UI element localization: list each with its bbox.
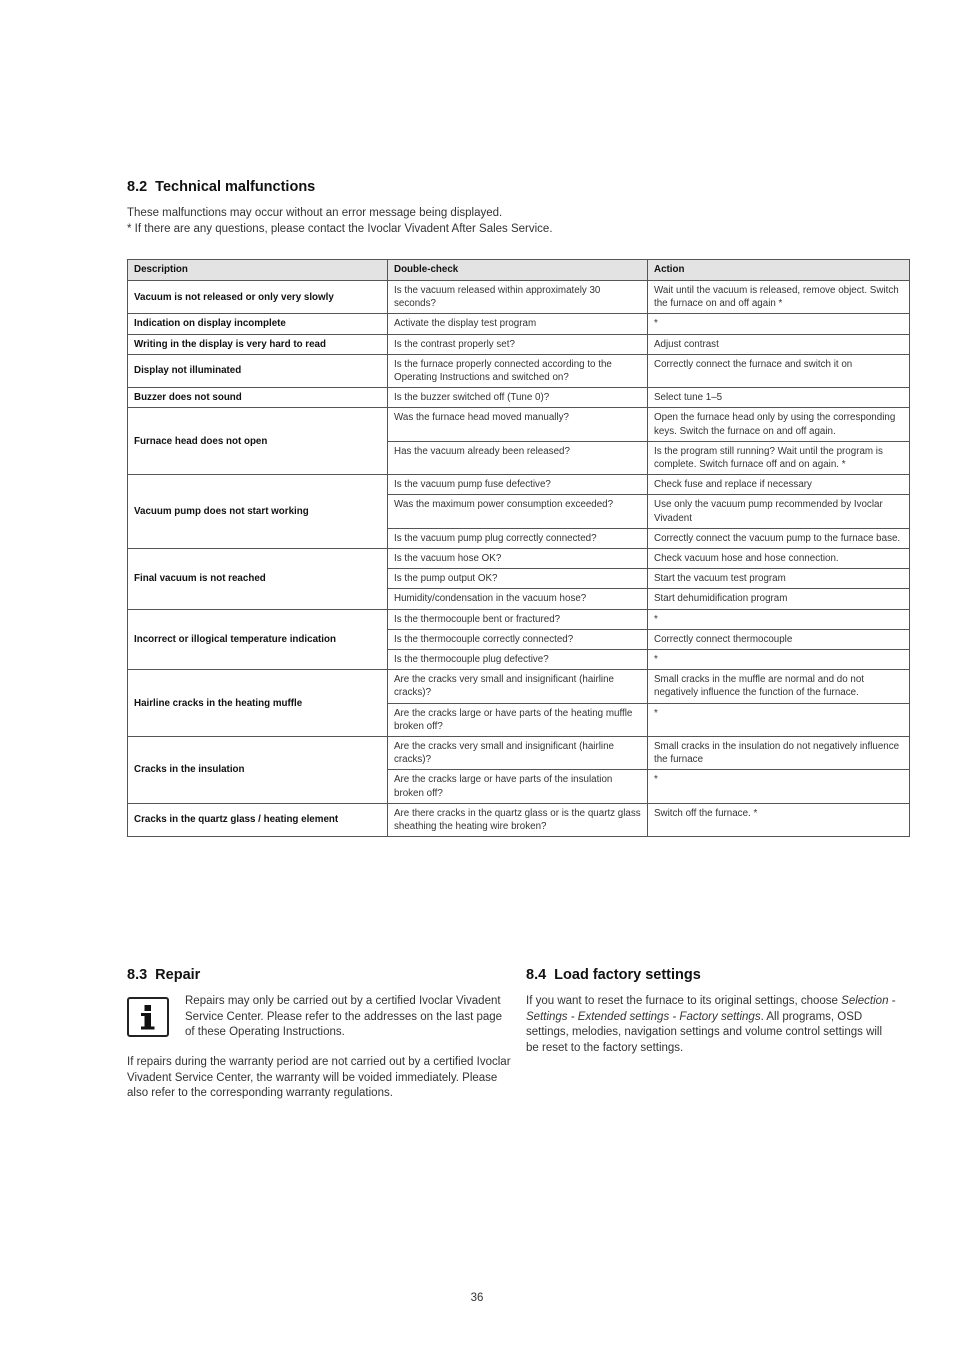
intro-paragraph bbox=[127, 206, 907, 237]
cell-double-check: Is the thermocouple bent or fractured? bbox=[388, 609, 648, 629]
table-row bbox=[128, 549, 910, 569]
section-heading-technical-malfunctions bbox=[127, 179, 315, 195]
cell-action: Correctly connect thermocouple bbox=[648, 629, 910, 649]
cell-double-check: Activate the display test program bbox=[388, 314, 648, 334]
cell-action: * bbox=[648, 609, 910, 629]
cell-description: Indication on display incomplete bbox=[128, 314, 388, 334]
intro-line-2: * If there are any questions, please contact the Ivoclar Vivadent After Sales Service. bbox=[127, 222, 553, 235]
cell-description: Final vacuum is not reached bbox=[128, 549, 388, 610]
table-row bbox=[128, 408, 910, 441]
factory-text-after: . All programs, OSD settings, melodies, navigation settings and volume control settings will be reset to the factory settings. bbox=[526, 1010, 883, 1054]
cell-double-check: Is the thermocouple plug defective? bbox=[388, 650, 648, 670]
cell-description: Cracks in the quartz glass / heating element bbox=[128, 803, 388, 836]
header-description: Description bbox=[128, 260, 388, 281]
cell-double-check: Are the cracks large or have parts of the insulation broken off? bbox=[388, 770, 648, 803]
cell-description: Incorrect or illogical temperature indication bbox=[128, 609, 388, 670]
cell-double-check: Is the vacuum released within approximately 30 seconds? bbox=[388, 281, 648, 314]
header-action: Action bbox=[648, 260, 910, 281]
cell-action: * bbox=[648, 770, 910, 803]
table-row bbox=[128, 314, 910, 334]
cell-description: Buzzer does not sound bbox=[128, 388, 388, 408]
cell-double-check: Are the cracks large or have parts of the heating muffle broken off? bbox=[388, 703, 648, 736]
section-number: 8.3 bbox=[127, 967, 148, 983]
cell-action: * bbox=[648, 703, 910, 736]
cell-action: Use only the vacuum pump recommended by Ivoclar Vivadent bbox=[648, 495, 910, 528]
cell-description: Hairline cracks in the heating muffle bbox=[128, 670, 388, 737]
cell-description: Cracks in the insulation bbox=[128, 737, 388, 804]
cell-action: Small cracks in the insulation do not negatively influence the furnace bbox=[648, 737, 910, 770]
cell-double-check: Is the buzzer switched off (Tune 0)? bbox=[388, 388, 648, 408]
cell-action: Correctly connect the furnace and switch it on bbox=[648, 354, 910, 387]
cell-double-check: Is the vacuum hose OK? bbox=[388, 549, 648, 569]
table-row bbox=[128, 803, 910, 836]
table-row bbox=[128, 354, 910, 387]
section-number: 8.2 bbox=[127, 179, 148, 195]
cell-action: Correctly connect the vacuum pump to the furnace base. bbox=[648, 528, 910, 548]
section-title: Technical malfunctions bbox=[155, 179, 316, 195]
table-row bbox=[128, 281, 910, 314]
intro-line-1: These malfunctions may occur without an error message being displayed. bbox=[127, 207, 503, 219]
info-icon bbox=[127, 997, 169, 1037]
cell-action: Check fuse and replace if necessary bbox=[648, 475, 910, 495]
cell-action: Switch off the furnace. * bbox=[648, 803, 910, 836]
cell-action: Small cracks in the muffle are normal and do not negatively influence the function of the furnace. bbox=[648, 670, 910, 703]
section-number: 8.4 bbox=[526, 967, 547, 983]
section-title: Load factory settings bbox=[554, 967, 701, 983]
cell-description: Writing in the display is very hard to read bbox=[128, 334, 388, 354]
cell-double-check: Is the thermocouple correctly connected? bbox=[388, 629, 648, 649]
factory-text-before: If you want to reset the furnace to its original settings, choose bbox=[526, 995, 838, 1007]
table-row bbox=[128, 609, 910, 629]
cell-action: Start the vacuum test program bbox=[648, 569, 910, 589]
cell-double-check: Is the furnace properly connected according to the Operating Instructions and switched on? bbox=[388, 354, 648, 387]
table-row bbox=[128, 475, 910, 495]
table-row bbox=[128, 388, 910, 408]
table-header-row bbox=[128, 260, 910, 281]
table-row bbox=[128, 737, 910, 770]
section-heading-repair bbox=[127, 967, 200, 983]
cell-description: Furnace head does not open bbox=[128, 408, 388, 475]
cell-double-check: Are there cracks in the quartz glass or is the quartz glass sheathing the heating wire broken? bbox=[388, 803, 648, 836]
page-number: 36 bbox=[470, 1292, 484, 1304]
cell-double-check: Was the maximum power consumption exceeded? bbox=[388, 495, 648, 528]
table-body bbox=[128, 281, 910, 837]
cell-action: Is the program still running? Wait until the program is complete. Switch furnace off and on again. * bbox=[648, 441, 910, 474]
cell-double-check: Is the vacuum pump plug correctly connected? bbox=[388, 528, 648, 548]
cell-action: Check vacuum hose and hose connection. bbox=[648, 549, 910, 569]
repair-warranty-paragraph: If repairs during the warranty period are not carried out by a certified Ivoclar Vivadent Service Center, the warranty will be voided immediately. Please also refer to the corresponding warranty regulations. bbox=[127, 1056, 511, 1100]
section-title: Repair bbox=[155, 967, 201, 983]
cell-double-check: Are the cracks very small and insignificant (hairline cracks)? bbox=[388, 670, 648, 703]
cell-action: Wait until the vacuum is released, remove object. Switch the furnace on and off again * bbox=[648, 281, 910, 314]
repair-info-text: Repairs may only be carried out by a certified Ivoclar Vivadent Service Center. Please refer to the addresses on the last page of these Operating Instructions. bbox=[185, 995, 503, 1039]
cell-double-check: Is the pump output OK? bbox=[388, 569, 648, 589]
cell-double-check: Humidity/condensation in the vacuum hose? bbox=[388, 589, 648, 609]
table-row bbox=[128, 670, 910, 703]
factory-settings-paragraph bbox=[526, 994, 898, 1056]
section-heading-load-factory-settings bbox=[526, 967, 701, 983]
cell-action: * bbox=[648, 650, 910, 670]
cell-action: Select tune 1–5 bbox=[648, 388, 910, 408]
cell-action: Adjust contrast bbox=[648, 334, 910, 354]
cell-double-check: Is the contrast properly set? bbox=[388, 334, 648, 354]
malfunctions-table bbox=[127, 259, 910, 837]
cell-description: Vacuum pump does not start working bbox=[128, 475, 388, 549]
cell-description: Vacuum is not released or only very slowly bbox=[128, 281, 388, 314]
cell-action: Start dehumidification program bbox=[648, 589, 910, 609]
factory-menu-path: Selection - Settings - Extended settings - Factory settings bbox=[526, 995, 896, 1023]
cell-double-check: Has the vacuum already been released? bbox=[388, 441, 648, 474]
cell-description: Display not illuminated bbox=[128, 354, 388, 387]
cell-action: * bbox=[648, 314, 910, 334]
table-row bbox=[128, 334, 910, 354]
cell-double-check: Are the cracks very small and insignificant (hairline cracks)? bbox=[388, 737, 648, 770]
cell-double-check: Is the vacuum pump fuse defective? bbox=[388, 475, 648, 495]
cell-action: Open the furnace head only by using the corresponding keys. Switch the furnace on and off again. bbox=[648, 408, 910, 441]
header-double-check: Double-check bbox=[388, 260, 648, 281]
cell-double-check: Was the furnace head moved manually? bbox=[388, 408, 648, 441]
